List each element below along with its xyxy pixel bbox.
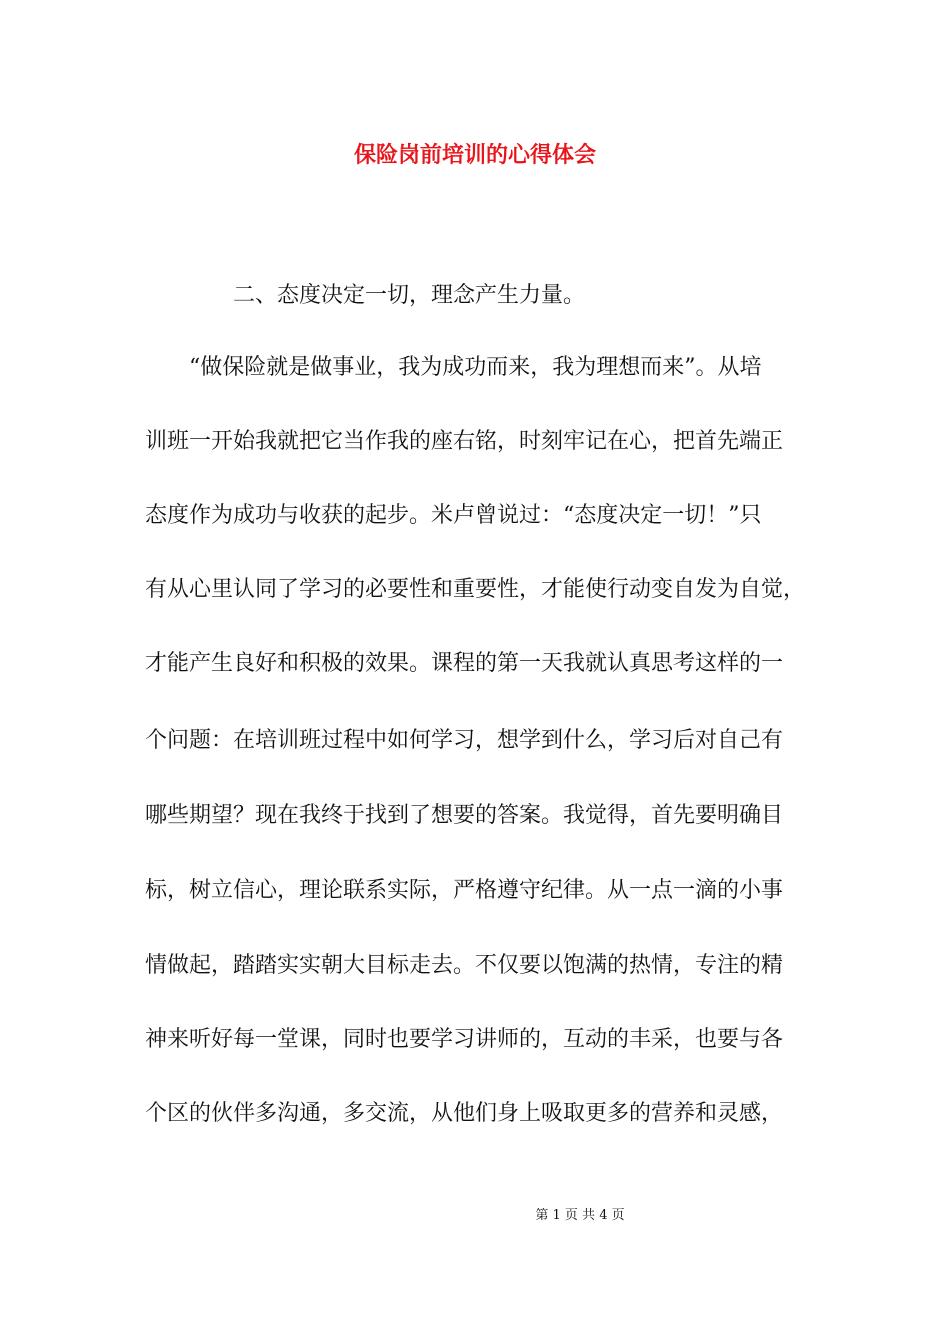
paragraph-line: 情做起，踏踏实实朝大目标走去。不仅要以饱满的热情，专注的精 <box>145 953 784 978</box>
document-title: 保险岗前培训的心得体会 <box>353 142 596 168</box>
paragraph-line: 个问题：在培训班过程中如何学习，想学到什么，学习后对自己有 <box>145 728 784 753</box>
paragraph-line: 神来听好每一堂课，同时也要学习讲师的，互动的丰采，也要与各 <box>145 1027 784 1052</box>
paragraph-line: 态度作为成功与收获的起步。米卢曾说过：“态度决定一切！”只 <box>145 503 762 528</box>
paragraph-line: 训班一开始我就把它当作我的座右铭，时刻牢记在心，把首先端正 <box>145 429 784 454</box>
paragraph-line: “做保险就是做事业，我为成功而来，我为理想而来”。从培 <box>189 355 762 380</box>
paragraph-line: 个区的伙伴多沟通，多交流，从他们身上吸取更多的营养和灵感， <box>145 1101 784 1126</box>
page-number-footer: 第 1 页 共 4 页 <box>535 1208 625 1223</box>
paragraph-line: 哪些期望？现在我终于找到了想要的答案。我觉得，首先要明确目 <box>145 803 784 828</box>
paragraph-line: 标，树立信心，理论联系实际，严格遵守纪律。从一点一滴的小事 <box>145 878 784 903</box>
paragraph-line: 才能产生良好和积极的效果。课程的第一天我就认真思考这样的一 <box>145 651 784 676</box>
section-heading: 二、态度决定一切，理念产生力量。 <box>233 283 586 308</box>
paragraph-line: 有从心里认同了学习的必要性和重要性，才能使行动变自发为自觉， <box>145 577 806 602</box>
